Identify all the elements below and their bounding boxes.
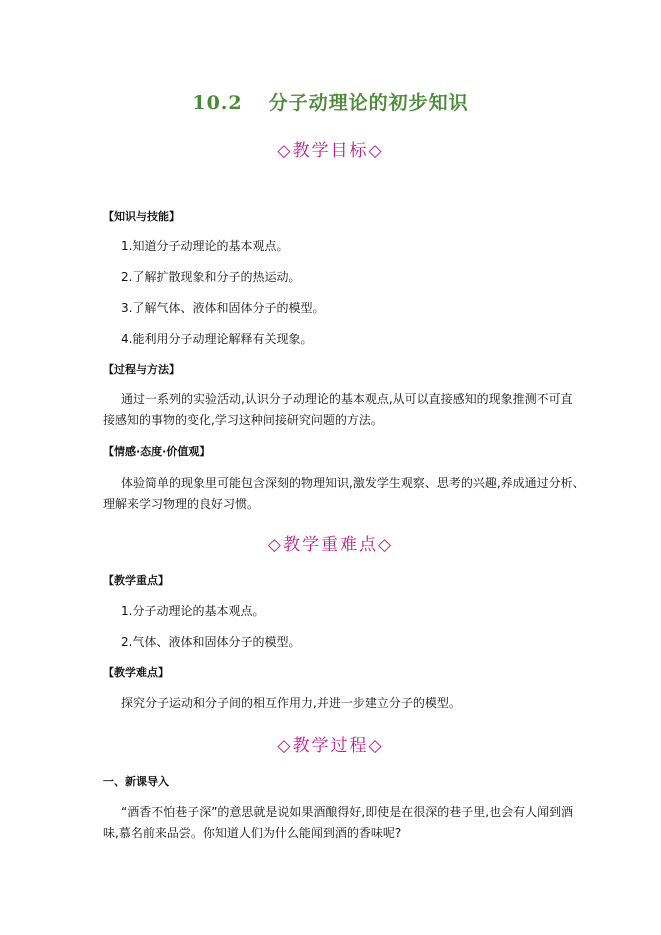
emotion-attitude-text-line-1: 体验简单的现象里可能包含深刻的物理知识,激发学生观察、思考的兴趣,养成通过分析、	[121, 476, 585, 490]
intro-text-line-1: “酒香不怕巷子深”的意思就是说如果酒酿得好,即使是在很深的巷子里,也会有人闻到酒	[121, 805, 574, 819]
section-heading-key-points: ◇教学重难点◇	[267, 535, 394, 555]
focus-item-1: 1.分子动理论的基本观点。	[121, 604, 265, 618]
section-heading-objectives: ◇教学目标◇	[277, 141, 384, 161]
focus-item-2: 2.气体、液体和固体分子的模型。	[121, 635, 301, 649]
teaching-difficulty-label: 【教学难点】	[103, 666, 169, 679]
process-method-text-line-1: 通过一系列的实验活动,认识分子动理论的基本观点,从可以直接感知的现象推测不可直	[121, 392, 573, 406]
intro-text-line-2: 味,慕名前来品尝。你知道人们为什么能闻到酒的香味呢?	[103, 826, 402, 840]
emotion-attitude-text-line-2: 理解来学习物理的良好习惯。	[103, 497, 260, 511]
knowledge-item-3: 3.了解气体、液体和固体分子的模型。	[121, 301, 325, 315]
section-heading-process: ◇教学过程◇	[277, 736, 384, 756]
page-title	[0, 88, 661, 115]
process-method-label: 【过程与方法】	[103, 363, 180, 376]
emotion-attitude-label: 【情感·态度·价值观】	[103, 445, 211, 458]
knowledge-item-4: 4.能利用分子动理论解释有关现象。	[121, 332, 313, 346]
title-text: 分子动理论的初步知识	[268, 92, 469, 114]
knowledge-skills-label: 【知识与技能】	[103, 210, 180, 223]
process-method-text-line-2: 接感知的事物的变化,学习这种间接研究问题的方法。	[103, 413, 383, 427]
knowledge-item-2: 2.了解扩散现象和分子的热运动。	[121, 270, 301, 284]
teaching-focus-label: 【教学重点】	[103, 574, 169, 587]
difficulty-text: 探究分子运动和分子间的相互作用力,并进一步建立分子的模型。	[121, 696, 461, 710]
knowledge-item-1: 1.知道分子动理论的基本观点。	[121, 239, 289, 253]
title-number: 10.2	[192, 92, 243, 114]
new-lesson-intro-label: 一、新课导入	[103, 775, 169, 788]
